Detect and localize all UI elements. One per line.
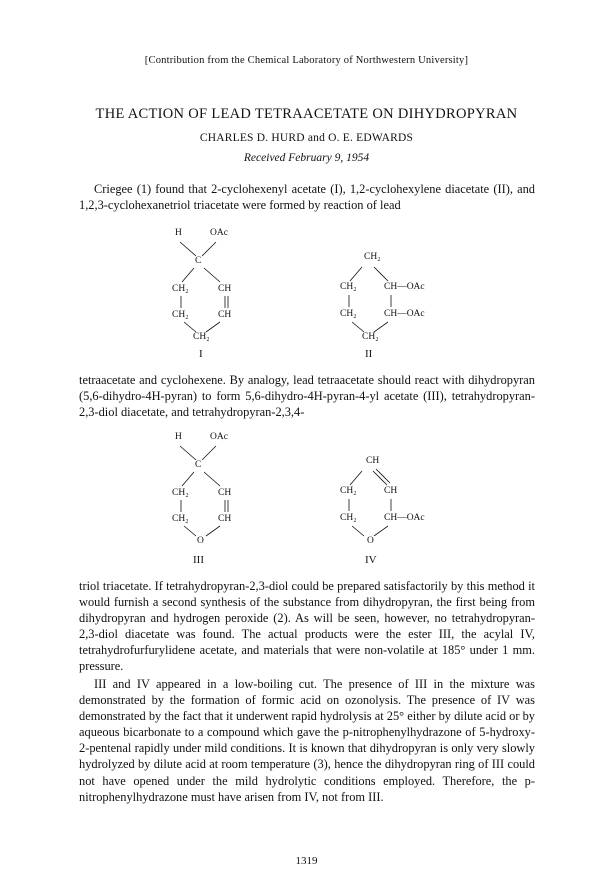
struct-III-ch2-left: CH₂ <box>172 488 189 498</box>
received-date: Received February 9, 1954 <box>243 152 370 164</box>
structure-I <box>172 226 282 360</box>
struct-I-oac: OAc <box>210 228 228 238</box>
paragraph-1-text: Criegee (1) found that 2-cyclohexenyl acetate (I), 1,2-cyclohexylene diacetate (II), and 1,2,3-cyclohexanetriol triacetate were formed by reaction of lead <box>79 182 535 213</box>
struct-II-ch2-left2: CH₂ <box>340 309 357 319</box>
paragraph-4-text: III and IV appeared in a low-boiling cut. The presence of III in the mixture was demonstrated by the formation of formic acid on ozonolysis. The presence of IV was demonstrated by the fact that it underwent rapid hydrolysis at 25° either by dilute acid or by aqueous bicarbonate to a compound which gave the p-nitrophenylhydrazone of 5-hydroxy-2-pentenal rapidly under mild conditions. It is known that dihydropyran is only very slowly hydrolyzed by dilute acid at room temperature (3), hence the dihydropyran ring of III could not have opened under the mild hydrolytic conditions employed. Therefore, the p-nitrophenylhydrazone must have arisen from IV, not from III. <box>79 677 535 804</box>
struct-IV-label: IV <box>365 554 377 566</box>
struct-III-label: III <box>193 554 204 566</box>
struct-III-ch-right2: CH <box>218 514 232 524</box>
struct-I-h: H <box>175 228 182 238</box>
paragraph-3 <box>79 578 535 675</box>
struct-III-o-bottom: O <box>197 536 204 546</box>
struct-II-ch2-top: CH₂ <box>364 252 381 262</box>
struct-III-oac: OAc <box>210 432 228 442</box>
paragraph-2-text: tetraacetate and cyclohexene. By analogy, lead tetraacetate should react with dihydropyran (5,6-dihydro-4H-pyran) to form 5,6-dihydro-4H-pyran-4-yl acetate (III), tetrahydropyran-2,3-diol diacetate, and tetrahydropyran-2,3,4- <box>79 373 535 420</box>
struct-I-ch2-bottom: CH₂ <box>193 332 210 342</box>
article-title: THE ACTION OF LEAD TETRAACETATE ON DIHYDROPYRAN <box>95 106 518 122</box>
struct-I-ch-right: CH <box>218 284 232 294</box>
struct-IV-ch-right: CH <box>384 486 398 496</box>
struct-II-ch2-left: CH₂ <box>340 282 357 292</box>
struct-III-c: C <box>195 460 202 470</box>
struct-I-ch-right2: CH <box>218 310 232 320</box>
paragraph-1 <box>79 181 535 213</box>
struct-IV-ch-oac: CH—OAc <box>384 513 425 523</box>
struct-IV-ch2-left2: CH₂ <box>340 513 357 523</box>
struct-I-ch2-left2: CH₂ <box>172 310 189 320</box>
structure-II-bonds <box>340 236 470 356</box>
authors: CHARLES D. HURD and O. E. EDWARDS <box>199 132 414 144</box>
struct-II-ch-oac-1: CH—OAc <box>384 282 425 292</box>
struct-I-ch2-left: CH₂ <box>172 284 189 294</box>
struct-I-label: I <box>199 348 203 360</box>
structure-III <box>172 430 282 570</box>
struct-II-ch-oac-2: CH—OAc <box>384 309 425 319</box>
struct-IV-ch2-left: CH₂ <box>340 486 357 496</box>
structure-III-bonds <box>172 430 282 570</box>
struct-II-ch2-bottom: CH₂ <box>362 332 379 342</box>
structure-IV <box>340 440 470 570</box>
structure-IV-bonds <box>340 440 470 570</box>
paragraph-2 <box>79 372 535 420</box>
struct-IV-ch-top: CH <box>366 456 380 466</box>
contribution-line: [Contribution from the Chemical Laboratory of Northwestern University] <box>144 55 469 66</box>
paragraph-3-text: triol triacetate. If tetrahydropyran-2,3-diol could be prepared satisfactorily by this method it would furnish a second synthesis of the substance from dihydropyran, the first being from dihydropyran and hydrogen peroxide (2). As will be seen, however, no tetrahydropyran-2,3-diol diacetate was found. The actual products were the ester III, the acylal IV, tetrahydrofurfurylidene acetate, and materials that were non-volatile at 185° under 1 mm. pressure. <box>79 579 535 674</box>
struct-III-ch2-left2: CH₂ <box>172 514 189 524</box>
struct-III-ch-right: CH <box>218 488 232 498</box>
page-number: 1319 <box>295 855 318 867</box>
paragraph-4 <box>79 676 535 805</box>
struct-III-h: H <box>175 432 182 442</box>
struct-IV-o-bottom: O <box>367 536 374 546</box>
structure-II <box>340 236 470 360</box>
struct-II-label: II <box>365 348 373 360</box>
struct-I-c: C <box>195 256 202 266</box>
